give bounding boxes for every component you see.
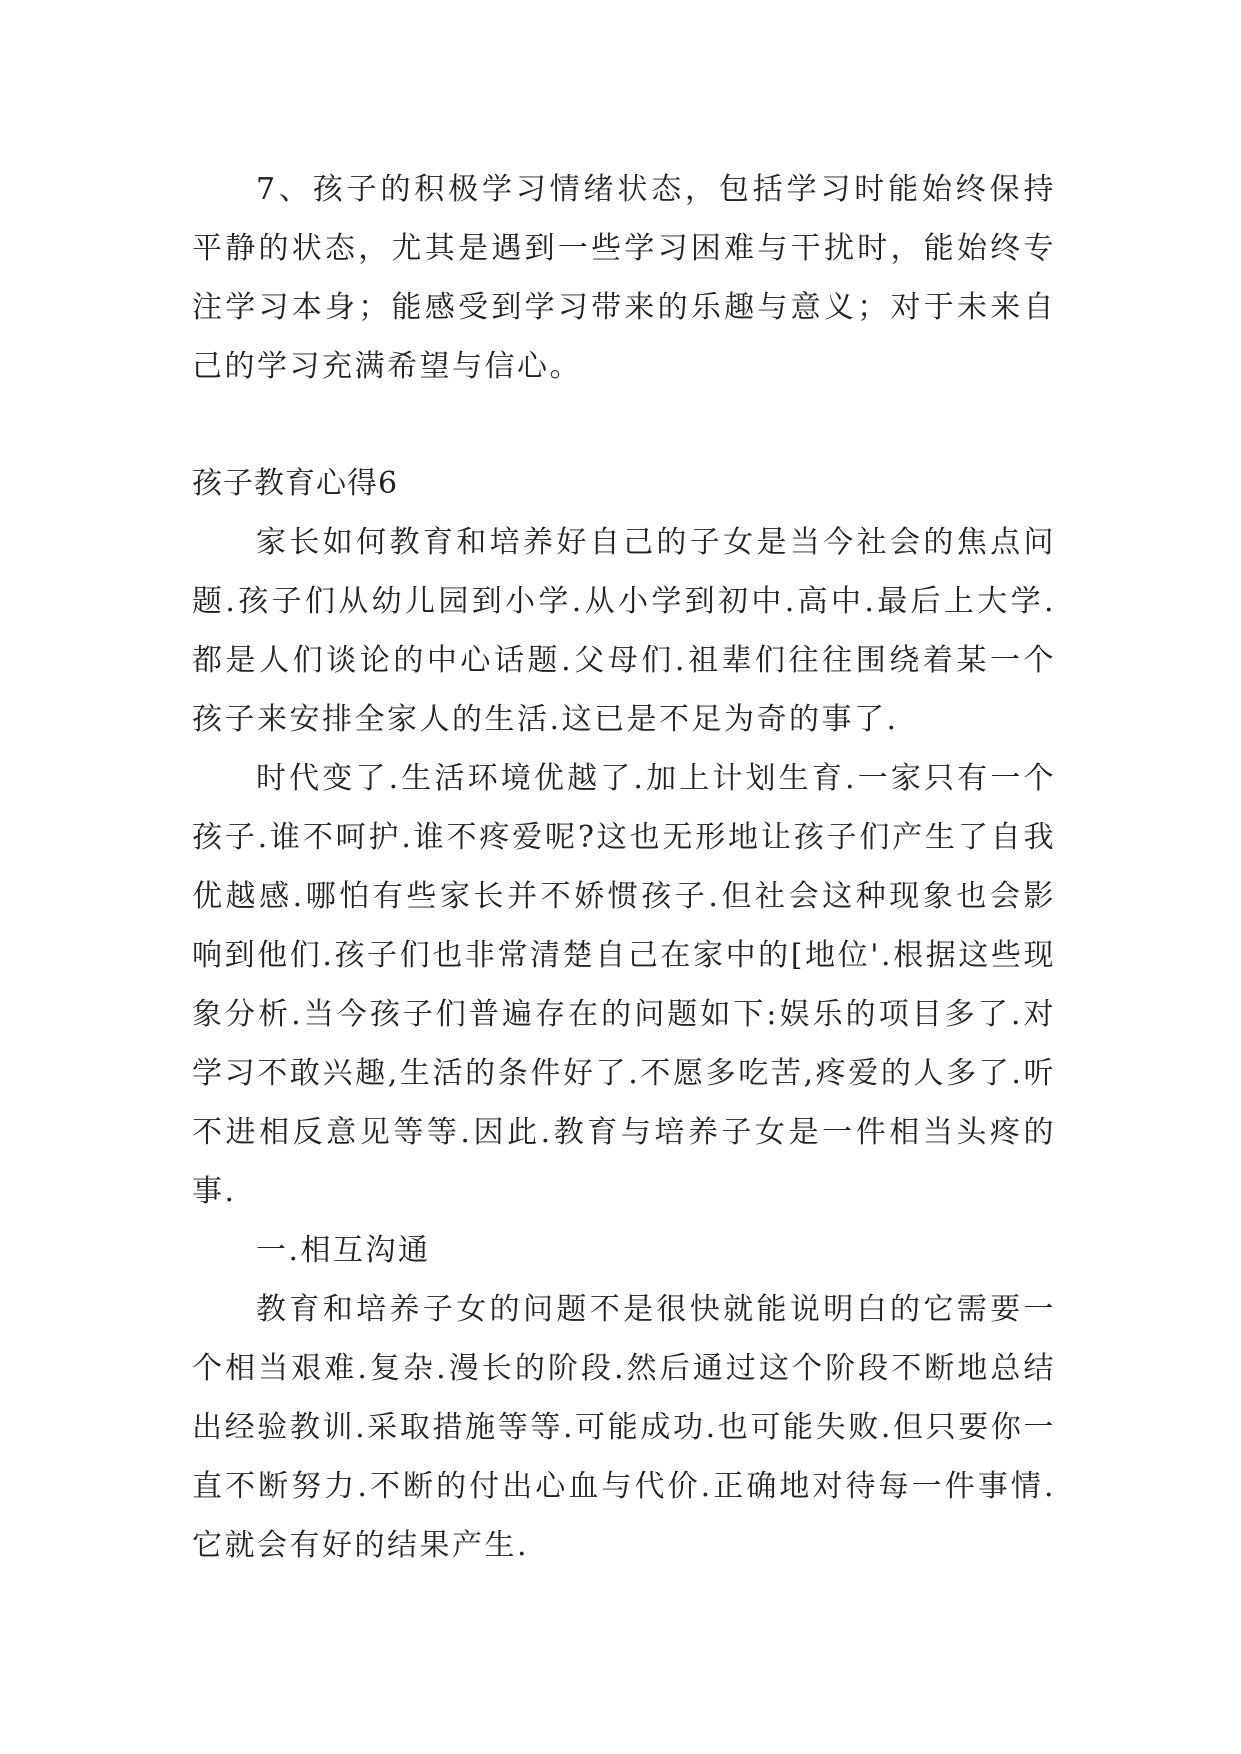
paragraph-gap xyxy=(192,396,1056,454)
paragraph-item-7: 7、孩子的积极学习情绪状态，包括学习时能始终保持平静的状态，尤其是遇到一些学习困难与干扰时，能始终专注学习本身；能感受到学习带来的乐趣与意义；对于未来自己的学习充满希望与信心。 xyxy=(192,172,1056,384)
document-body xyxy=(192,160,1056,1575)
paragraph-communication: 教育和培养子女的问题不是很快就能说明白的它需要一个相当艰难.复杂.漫长的阶段.然后通过这个阶段不断地总结出经验教训.采取措施等等.可能成功.也可能失败.但只要你一直不断努力.不断的付出心血与代价.正确地对待每一件事情.它就会有好的结果产生. xyxy=(192,1292,1056,1563)
subsection-title: 一.相互沟通 xyxy=(256,1233,431,1268)
paragraph-times-changed: 时代变了.生活环境优越了.加上计划生育.一家只有一个孩子.谁不呵护.谁不疼爱呢?这也无形地让孩子们产生了自我优越感.哪怕有些家长并不娇惯孩子.但社会这种现象也会影响到他们.孩子们也非常清楚自己在家中的[地位'.根据这些现象分析.当今孩子们普遍存在的问题如下:娱乐的项目多了.对学习不敢兴趣,生活的条件好了.不愿多吃苦,疼爱的人多了.听不进相反意见等等.因此.教育与培养子女是一件相当头疼的事. xyxy=(192,761,1056,1209)
section-heading: 孩子教育心得6 xyxy=(192,466,399,501)
paragraph-intro: 家长如何教育和培养好自己的子女是当今社会的焦点问题.孩子们从幼儿园到小学.从小学到初中.高中.最后上大学.都是人们谈论的中心话题.父母们.祖辈们往往围绕着某一个孩子来安排全家人的生活.这已是不足为奇的事了. xyxy=(192,525,1056,737)
